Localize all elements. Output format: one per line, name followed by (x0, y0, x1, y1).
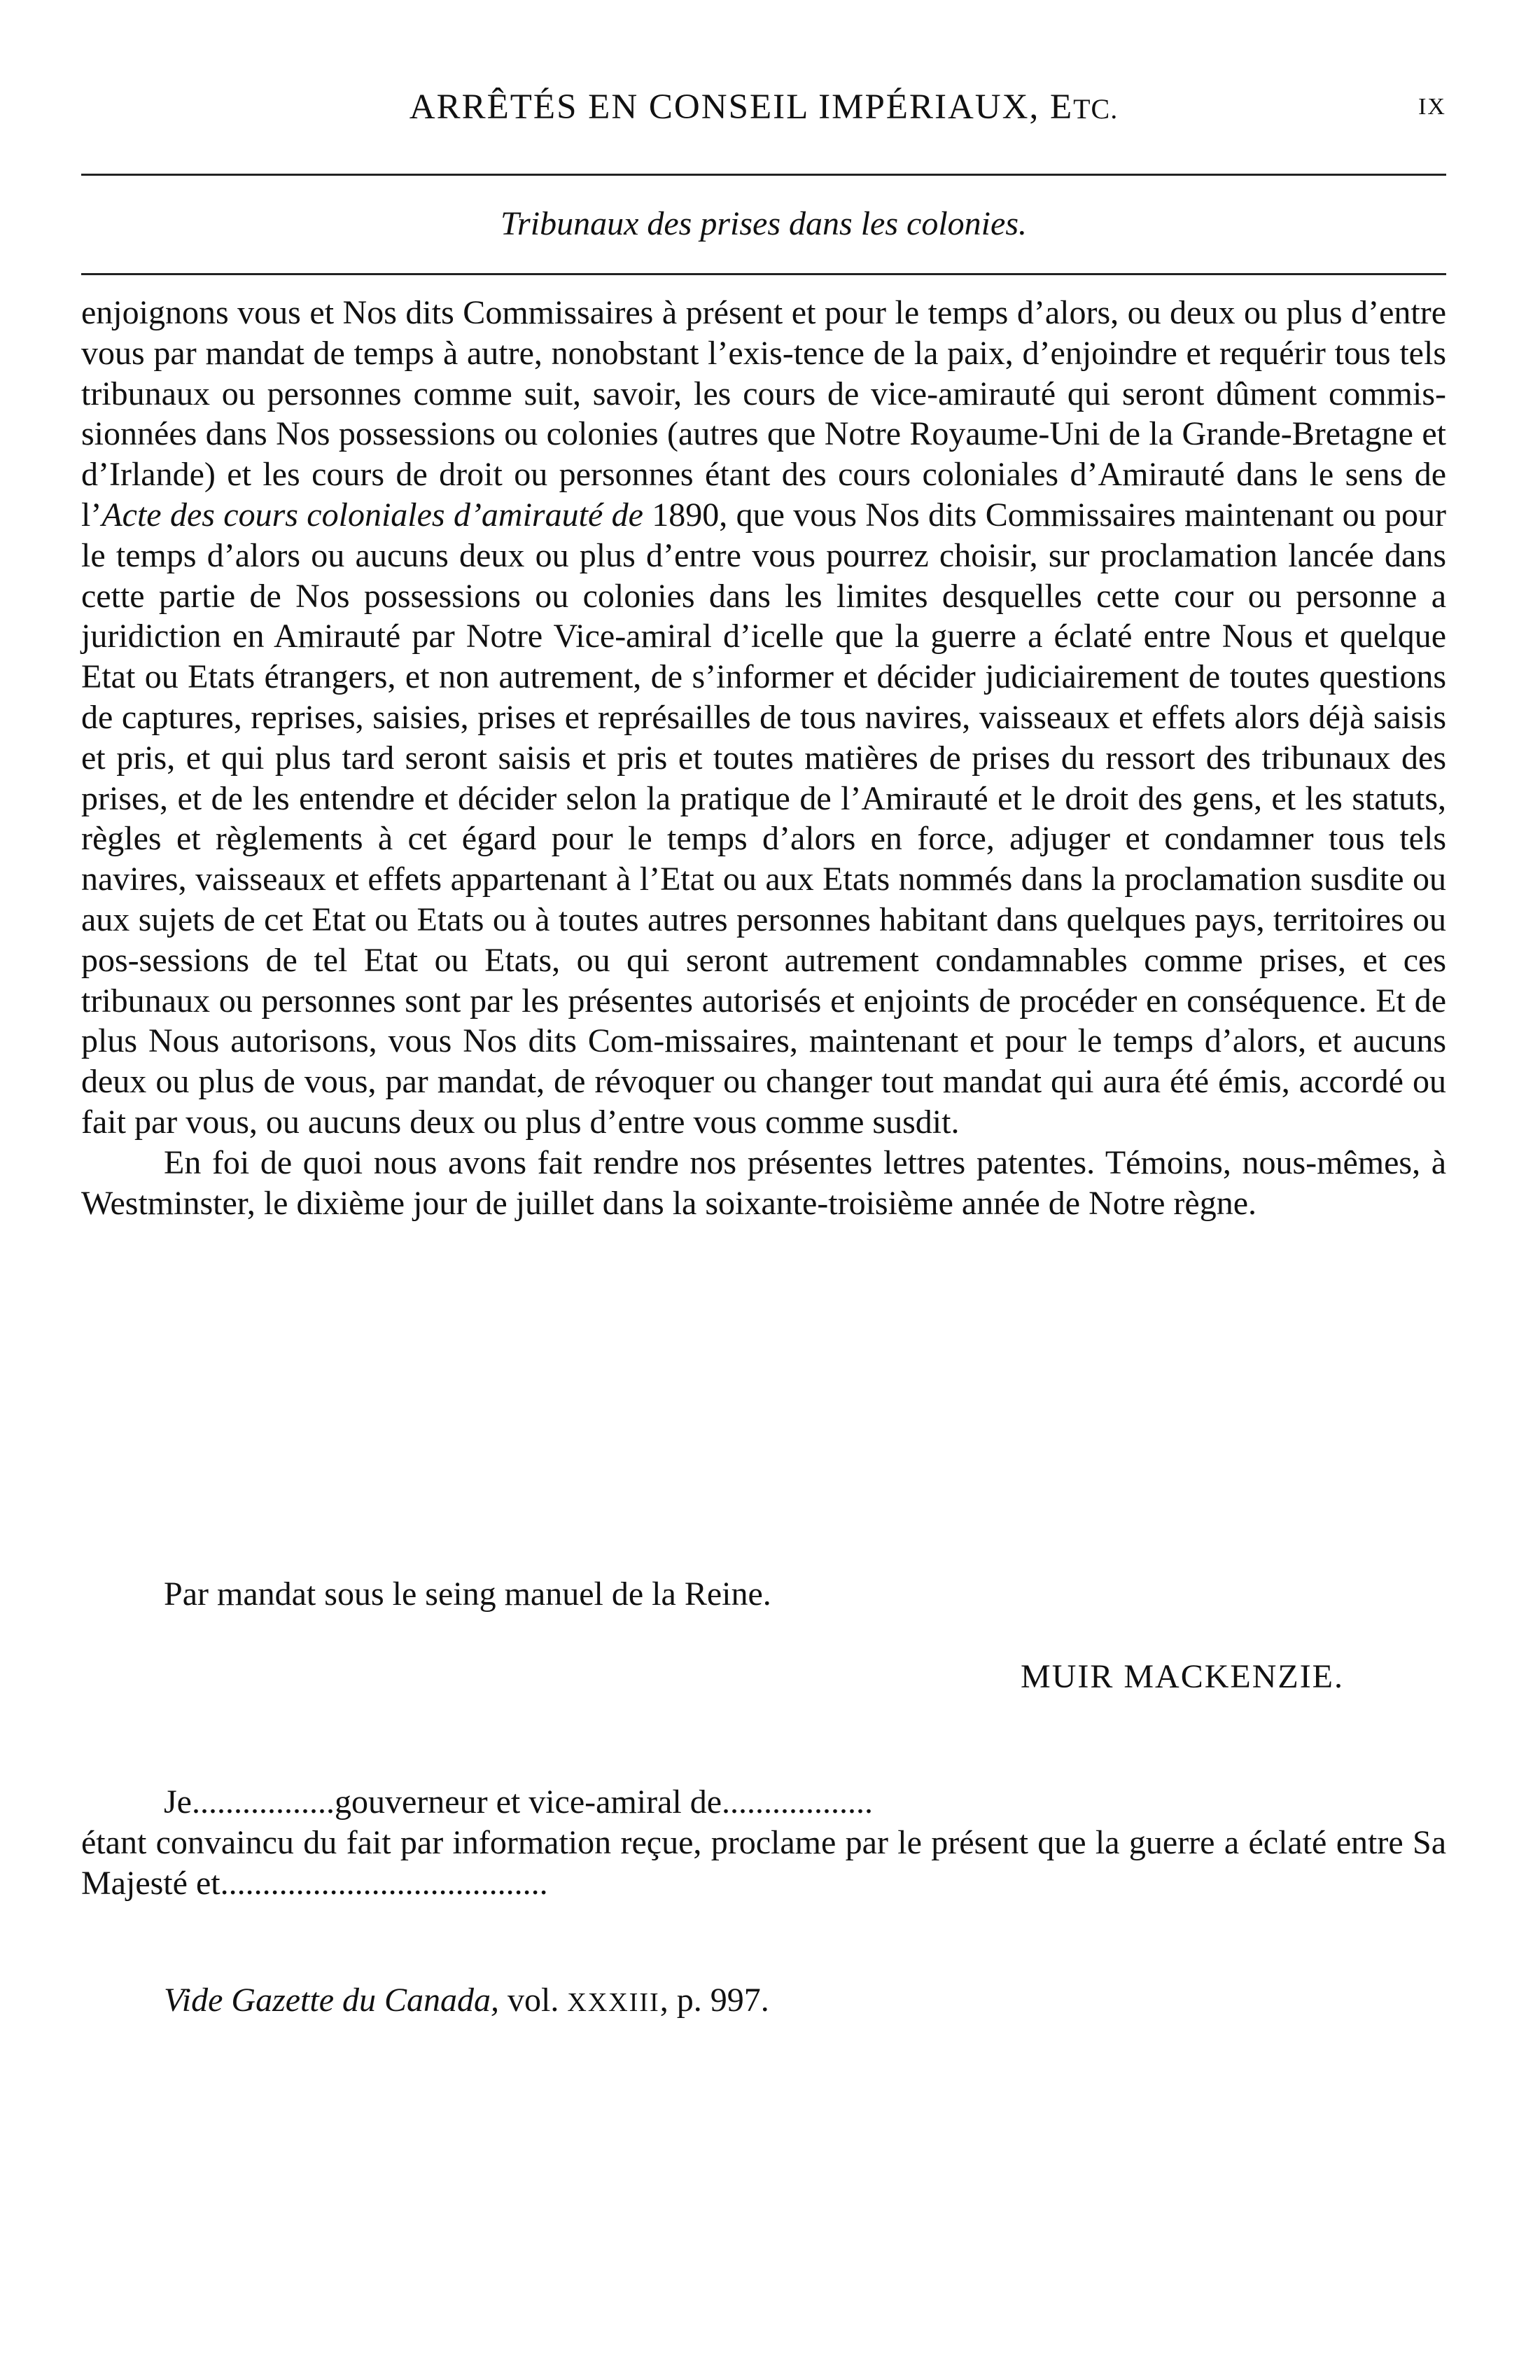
running-header (81, 83, 1446, 132)
body-paragraph-1-part-1: enjoignons vous et Nos dits Commissaires à présent et pour le temps d’alors, ou deux ou plus d’entre vous par mandat de temps à autre, nonobstant l’exis-tence de la paix, d’enjoindre et requérir tous tels tribunaux ou personnes comme suit, savoir, les cours de vice-amirauté qui seront dûment commis-sionnées dans Nos possessions ou colonies (autres que Notre Royaume-Uni de la Grande-Bretagne et d’Irlande) et les cours de droit ou personnes étant des cours coloniales d’Amirauté dans le sens de l’ (81, 294, 1446, 534)
proclamation-line-1: Je.................gouverneur et vice-amiral de.................. (164, 1783, 874, 1821)
page-number: IX (1418, 94, 1446, 120)
document-page (81, 0, 1446, 2380)
body-text (81, 293, 1446, 1223)
source-volume-number: XXXIII (567, 1988, 660, 2017)
source-vol-label: vol. (499, 1982, 568, 2019)
header-rule-top (81, 174, 1446, 176)
body-paragraph-2: En foi de quoi nous avons fait rendre nos présentes lettres patentes. Témoins, nous-mêmes, à Westminster, le dixième jour de juillet dans la soixante-troisième année de Notre règne. (81, 1143, 1446, 1222)
source-reference (164, 1980, 769, 2023)
act-title: Acte des cours coloniales d’amirauté de (102, 496, 643, 534)
source-title: Vide Gazette du Canada, (164, 1982, 500, 2019)
running-title-main: ARRÊTÉS EN CONSEIL IMPÉRIAUX, E (409, 88, 1074, 127)
body-paragraph-1 (81, 293, 1446, 1143)
running-title (81, 83, 1446, 134)
running-title-small-caps: TC. (1073, 93, 1119, 125)
body-paragraph-1-part-2: 1890, que vous Nos dits Commissaires maintenant ou pour le temps d’alors ou aucuns deux ou plus d’entre vous pourrez choisir, sur proclamation lancée dans cette partie de Nos possessions ou colonies dans les limites desquelles cette cour ou personne a juridiction en Amirauté par Notre Vice-amiral d’icelle que la guerre a éclaté entre Nous et quelque Etat ou Etats étrangers, et non autrement, de s’informer et décider judiciairement de toutes questions de captures, reprises, saisies, prises et représailles de tous navires, vaisseaux et effets alors déjà saisis et pris, et qui plus tard seront saisis et pris et toutes matières de prises du ressort des tribunaux des prises, et de les entendre et décider selon la pratique de l’Amirauté et le droit des gens, et les statuts, règles et règlements à cet égard pour le temps d’alors en force, adjuger et condamner tous tels navires, vaisseaux et effets appartenant à l’Etat ou aux Etats nommés dans la proclamation susdite ou aux sujets de cet Etat ou Etats ou à toutes autres personnes habitant dans quelques pays, territoires ou pos-sessions de tel Etat ou Etats, ou qui seront autrement condamnables comme prises, et ces tribunaux ou personnes sont par les présentes autorisés et enjoints de procéder en conséquence. Et de plus Nous autorisons, vous Nos dits Com-missaires, maintenant et pour le temps d’alors, et aucuns deux ou plus de vous, par mandat, de révoquer ou changer tout mandat qui aura été émis, accordé ou fait par vous, ou aucuns deux ou plus d’entre vous comme susdit. (81, 496, 1446, 1141)
proclamation-line-2: étant convaincu du fait par information reçue, proclame par le présent que la guerre a éclaté entre Sa Majesté et....................................... (81, 1824, 1446, 1902)
proclamation-form (81, 1782, 1446, 1904)
source-page: , p. 997. (659, 1982, 769, 2019)
order-line: Par mandat sous le seing manuel de la Reine. (164, 1575, 771, 1613)
header-rule-bottom (81, 273, 1446, 275)
section-title: Tribunaux des prises dans les colonies. (500, 205, 1027, 242)
signature: MUIR MACKENZIE. (1021, 1658, 1344, 1695)
